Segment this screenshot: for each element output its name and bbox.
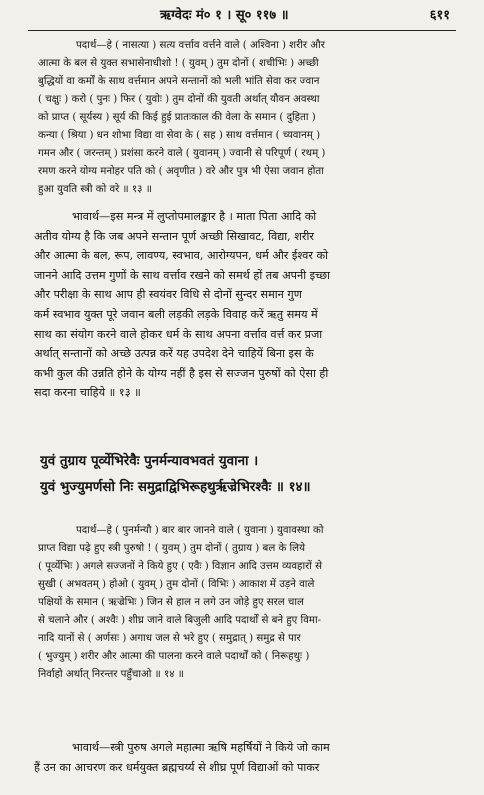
text-line: रमण करने योग्य मनोहर पति को ( अवृणीत ) वरे और पुत्र भी ऐसा जवान होता (38, 166, 324, 177)
text-line: साथ का संयोग करने वाले होकर धर्म के साथ अपना वर्त्ताव वर्त्त कर प्रजा (34, 327, 323, 341)
text-line: पदार्थ—हे ( पुनर्मन्यौ ) बार बार जानने वाले ( युवाना ) युवावस्था को (76, 525, 324, 536)
text-line: बुद्धियों वा कर्मों के साथ वर्त्तमान अपने सन्तानों को भली भांति सेवा कर ज्वान (38, 76, 320, 87)
text-line: प्राप्त विद्या पढ़े हुए स्त्री पुरुषो ! ( युवम् ) तुम दोनों ( तुग्राय ) बल के लिये (38, 543, 305, 554)
page-number: ६११ (429, 8, 450, 23)
text-line: कर्म स्वभाव युक्त पूरे जवान बली लड़की लड़के विवाह करें ऋतु समय में (34, 307, 318, 321)
bhavartha-14 (34, 738, 456, 778)
padartha-14 (38, 522, 456, 684)
text-line: अतीव योग्य है कि जब अपने सन्तान पूर्ण अच्छी सिखावट, विद्या, शरीर (34, 229, 314, 243)
text-line: अर्थात् सन्तानों को अच्छे उत्पन्न करें यह उपदेश देने चाहियें बिना इस के (34, 347, 314, 361)
text-line: कन्या ( श्रिया ) धन शोभा विद्या वा सेवा के ( सह ) साथ वर्त्तमान ( च्यवानम् ) (38, 130, 321, 141)
text-line: और परीक्षा के साथ आप ही स्वयंवर विधि से दोनों सुन्दर समान गुण (34, 288, 302, 302)
running-title: ऋग्वेदः मं० १ । सू० ११७ ॥ (160, 8, 289, 23)
text-line: गमन और ( जरन्तम् ) प्रशंसा करने वाले ( युवानम् ) ज्वानी से परिपूर्ण ( रथम् ) (38, 148, 326, 159)
text-line: भावार्थ—इस मन्त्र में लुप्तोपमालङ्कार है । माता पिता आदि को (72, 210, 317, 223)
text-line: पक्षियों के समान ( ऋज्रेभिः ) जिन से हाल न लगे उन जोड़े हुए सरल चाल (38, 597, 304, 608)
page-header (28, 2, 456, 24)
text-line: हैं उन का आचरण कर धर्मयुक्त ब्रह्मचर्य्य से शीघ्र पूर्ण विद्याओं को पाकर (34, 761, 320, 774)
bhavartha-13 (34, 207, 456, 403)
text-line: हुआ युवति स्त्री को वरे ॥ १३ ॥ (38, 184, 152, 195)
verse-14 (40, 448, 460, 500)
text-line: पदार्थ—हे ( नासत्या ) सत्य वर्त्ताव वर्त्तने वाले ( अश्विना ) शरीर और (76, 40, 325, 51)
text-line: कभी कुल की उन्नति होने के योग्य नहीं है इस से सज्जन पुरुषों को ऐसा ही (34, 366, 329, 380)
text-line: भावार्थ—स्त्री पुरुष अगले महात्मा ऋषि महर्षियों ने किये जो काम (72, 741, 330, 754)
verse-line: युवं भुज्युमर्णसो निः समुद्राद्विभिरूहथुर्ऋज्रेभिरश्वैः ॥ १४॥ (40, 479, 311, 495)
text-line: सदा करना चाहिये ॥ १३ ॥ (34, 386, 141, 400)
text-line: आत्मा के बल से युक्त सभासेनाधीशो ! ( युवम् ) तुम दोनों ( शचीभिः ) अच्छी (38, 58, 319, 69)
header-rule (28, 30, 456, 31)
padartha-13 (38, 37, 456, 199)
text-line: निर्वाहो अर्थात् निरन्तर पहुँचाओ ॥ १४ ॥ (38, 669, 184, 680)
text-line: को प्राप्त ( सूर्यस्य ) सूर्य की किई हुई प्रातःकाल की वेला के समान ( दुहिता ) (38, 112, 316, 123)
text-line: से चलाने और ( अश्वैः ) शीघ्र जाने वाले बिजुली आदि पदार्थों से बने हुए विमा- (38, 615, 322, 626)
text-line: ( पूर्व्येभिः ) अगले सज्जनों ने किये हुए ( एवैः ) विज्ञान आदि उत्तम व्यवहारों से (38, 561, 323, 572)
text-line: सुखी ( अभवतम् ) होओ ( युवम् ) तुम दोनों ( विभिः ) आकाश में उड़ने वाले (38, 579, 315, 590)
text-line: और आत्मा के बल, रूप, लावण्य, स्वभाव, आरोग्यपन, धर्म और ईश्वर को (34, 249, 328, 263)
text-line: नादि यानों से ( अर्णसः ) अगाध जल से भरे हुए ( समुद्रात् ) समुद्र से पार (38, 633, 301, 644)
verse-line: युवं तुग्राय पूर्व्येभिरेवैः पुनर्मन्यावभवतं युवाना । (40, 453, 259, 469)
text-line: जानने आदि उत्तम गुणों के साथ वर्त्ताव रखने को समर्थ हों तब अपनी इच्छा (34, 268, 331, 282)
text-line: ( भुज्युम् ) शरीर और आत्मा की पालना करने वाले पदार्थों को ( निरूहथुः ) (38, 651, 310, 662)
text-line: ( चक्षुः ) करो ( पुनः ) फिर ( युवोः ) तुम दोनों की युवती अर्थात् यौवन अवस्था (38, 94, 320, 105)
